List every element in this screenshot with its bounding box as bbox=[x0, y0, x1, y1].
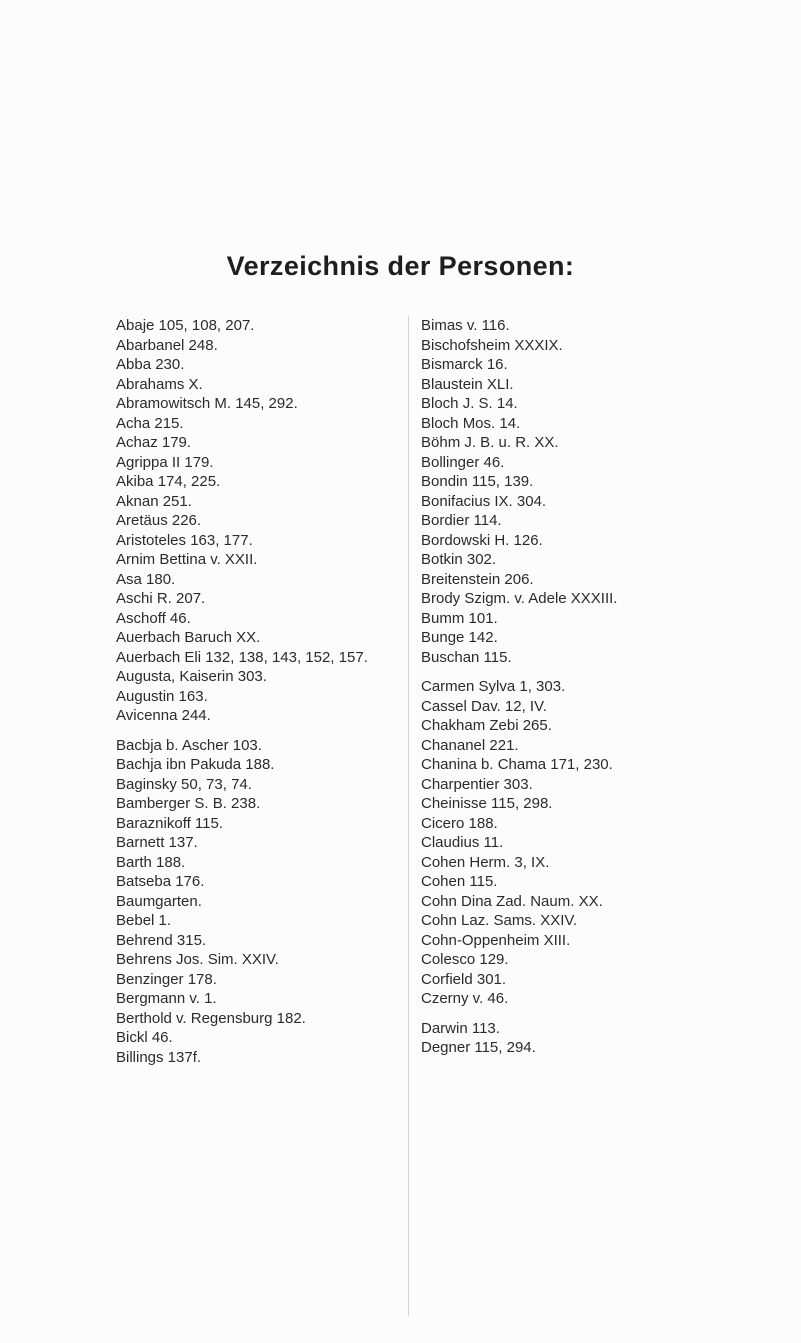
index-entry: Bordowski H. 126. bbox=[421, 531, 543, 549]
index-entry: Breitenstein 206. bbox=[421, 570, 534, 588]
index-entry: Benzinger 178. bbox=[116, 970, 217, 988]
index-entry: Chanina b. Chama 171, 230. bbox=[421, 756, 613, 773]
index-entry: Aknan 251. bbox=[116, 492, 192, 510]
index-entry: Bollinger 46. bbox=[421, 453, 505, 471]
index-entry: Degner 115, 294. bbox=[421, 1039, 536, 1056]
index-entry: Barth 188. bbox=[116, 853, 186, 871]
index-entry: Aretäus 226. bbox=[116, 512, 202, 529]
index-entry: Cheinisse 115, 298. bbox=[421, 795, 553, 812]
index-entry: Baraznikoff 115. bbox=[116, 814, 224, 832]
index-entry: Abarbanel 248. bbox=[116, 336, 218, 354]
index-entry: Cicero 188. bbox=[421, 814, 498, 832]
index-entry: Avicenna 244. bbox=[116, 707, 211, 724]
index-entry: Achaz 179. bbox=[116, 434, 192, 451]
index-entry: Bebel 1. bbox=[116, 912, 172, 929]
index-entry: Arnim Bettina v. XXII. bbox=[116, 551, 258, 568]
index-entry: Cohn Laz. Sams. XXIV. bbox=[421, 912, 578, 929]
index-entry: Bumm 101. bbox=[421, 609, 498, 627]
index-entry: Blaustein XLI. bbox=[421, 375, 514, 393]
index-entry: Buschan 115. bbox=[421, 648, 512, 666]
index-entry: Charpentier 303. bbox=[421, 775, 533, 793]
index-entry: Behrend 315. bbox=[116, 931, 207, 949]
index-entry: Baumgarten. bbox=[116, 892, 202, 910]
index-entry: Agrippa II 179. bbox=[116, 453, 214, 471]
index-entry: Cohen Herm. 3, IX. bbox=[421, 853, 550, 871]
index-entry: Bunge 142. bbox=[421, 629, 498, 646]
index-entry: Bimas v. 116. bbox=[421, 317, 510, 334]
index-entry: Bismarck 16. bbox=[421, 356, 508, 373]
index-entry: Bordier 114. bbox=[421, 512, 502, 529]
index-entry: Bamberger S. B. 238. bbox=[116, 795, 261, 812]
index-entry: Bachja ibn Pakuda 188. bbox=[116, 756, 275, 773]
index-entry: Botkin 302. bbox=[421, 551, 497, 568]
index-entry: Billings 137f. bbox=[116, 1048, 202, 1066]
index-entry: Bondin 115, 139. bbox=[421, 473, 534, 490]
index-entry: Darwin 113. bbox=[421, 1019, 500, 1037]
index-entry: Corfield 301. bbox=[421, 970, 507, 988]
index-entry: Augusta, Kaiserin 303. bbox=[116, 668, 267, 685]
index-entry: Aschoff 46. bbox=[116, 609, 191, 627]
page-title: Verzeichnis der Personen: bbox=[226, 251, 575, 282]
index-column-left bbox=[116, 316, 368, 1067]
index-entry: Berthold v. Regensburg 182. bbox=[116, 1009, 306, 1027]
index-entry: Bloch J. S. 14. bbox=[421, 395, 518, 412]
index-entry: Bickl 46. bbox=[116, 1029, 173, 1046]
index-entry: Auerbach Eli 132, 138, 143, 152, 157. bbox=[116, 648, 368, 666]
index-entry: Cassel Dav. 12, IV. bbox=[421, 697, 547, 715]
index-entry: Colesco 129. bbox=[421, 951, 509, 968]
index-entry: Bacbja b. Ascher 103. bbox=[116, 736, 262, 754]
index-entry: Chakham Zebi 265. bbox=[421, 717, 552, 734]
index-entry: Acha 215. bbox=[116, 414, 184, 432]
index-column-right bbox=[421, 316, 617, 1058]
index-entry: Abaje 105, 108, 207. bbox=[116, 317, 255, 334]
index-entry: Asa 180. bbox=[116, 570, 176, 588]
index-entry: Abrahams X. bbox=[116, 375, 203, 393]
index-entry: Aristoteles 163, 177. bbox=[116, 531, 253, 549]
index-entry: Auerbach Baruch XX. bbox=[116, 629, 261, 646]
index-entry: Abba 230. bbox=[116, 356, 185, 373]
index-entry: Cohen 115. bbox=[421, 873, 498, 890]
index-entry: Barnett 137. bbox=[116, 834, 198, 851]
index-entry: Batseba 176. bbox=[116, 873, 205, 890]
index-entry: Behrens Jos. Sim. XXIV. bbox=[116, 951, 279, 968]
index-entry: Claudius 11. bbox=[421, 834, 504, 851]
index-entry: Böhm J. B. u. R. XX. bbox=[421, 434, 559, 451]
index-entry: Cohn Dina Zad. Naum. XX. bbox=[421, 892, 603, 910]
index-entry: Bergmann v. 1. bbox=[116, 990, 217, 1007]
index-entry: Chananel 221. bbox=[421, 736, 519, 754]
index-entry: Aschi R. 207. bbox=[116, 590, 206, 607]
index-entry: Akiba 174, 225. bbox=[116, 473, 221, 490]
index-entry: Czerny v. 46. bbox=[421, 990, 509, 1007]
index-entry: Bonifacius IX. 304. bbox=[421, 492, 547, 510]
index-entry: Cohn-Oppenheim XIII. bbox=[421, 931, 571, 949]
index-entry: Carmen Sylva 1, 303. bbox=[421, 678, 566, 695]
index-entry: Bischofsheim XXXIX. bbox=[421, 336, 563, 354]
index-entry: Abramowitsch M. 145, 292. bbox=[116, 395, 298, 412]
index-entry: Baginsky 50, 73, 74. bbox=[116, 775, 252, 793]
column-divider bbox=[408, 316, 409, 1316]
index-entry: Brody Szigm. v. Adele XXXIII. bbox=[421, 590, 618, 607]
index-entry: Bloch Mos. 14. bbox=[421, 414, 521, 432]
index-entry: Augustin 163. bbox=[116, 687, 208, 705]
